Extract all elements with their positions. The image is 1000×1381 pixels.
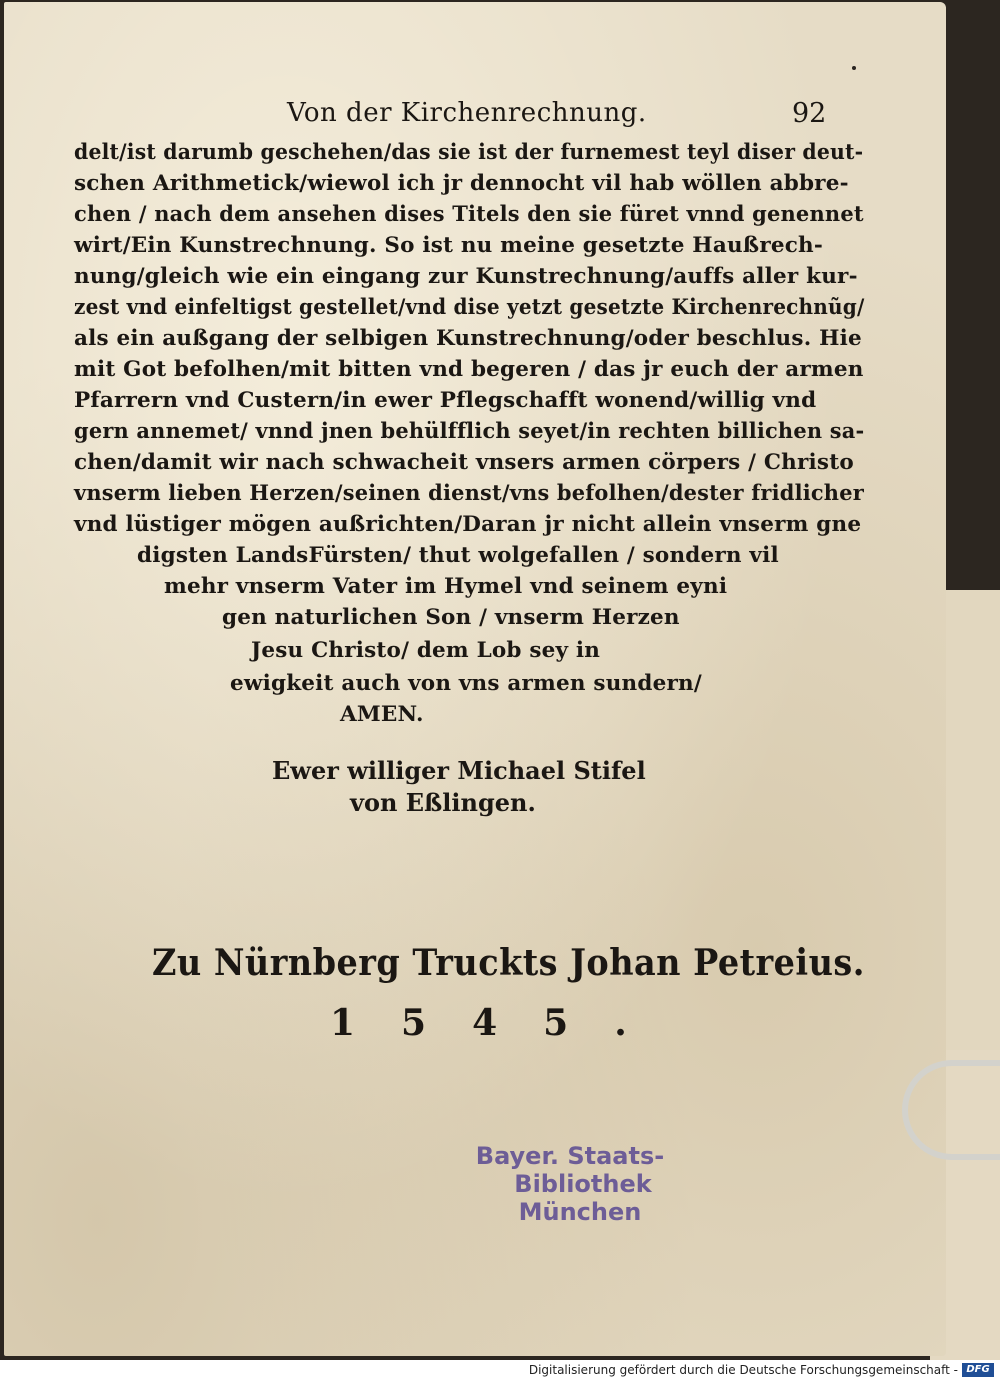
- library-stamp: [470, 1142, 670, 1252]
- page-number: 92: [792, 98, 827, 129]
- printer-imprint: Zu Nürnberg Truckts Johan Petreius.: [152, 942, 865, 984]
- body-line: gen naturlichen Son / vnserm Herzen: [222, 605, 680, 630]
- body-line: mehr vnserm Vater im Hymel vnd seinem eyni: [164, 574, 728, 599]
- body-line: als ein außgang der selbigen Kunstrechnung/oder beschlus. Hie: [74, 326, 862, 351]
- footer-credit: Digitalisierung gefördert durch die Deutsche Forschungsgemeinschaft -: [528, 1363, 958, 1377]
- body-line: gern annemet/ vnnd jnen behülfflich seyet/in rechten billichen sa-: [74, 419, 865, 444]
- stamp-line: Bibliothek: [514, 1170, 652, 1198]
- body-line: schen Arithmetick/wiewol ich jr dennocht vil hab wöllen abbre-: [74, 171, 849, 196]
- body-line: Pfarrern vnd Custern/in ewer Pflegschafft wonend/willig vnd: [74, 388, 817, 413]
- running-header: Von der Kirchenrechnung.: [287, 98, 647, 128]
- body-line: vnserm lieben Herzen/seinen dienst/vns befolhen/dester fridlicher: [74, 481, 864, 506]
- signature-place: von Eßlingen.: [350, 788, 536, 817]
- book-page: [4, 2, 946, 1356]
- body-line: mit Got befolhen/mit bitten vnd begeren / das jr euch der armen: [74, 357, 864, 382]
- print-year: 1545.: [330, 1002, 673, 1044]
- stamp-line: München: [518, 1198, 642, 1226]
- stamp-line: Bayer. Staats-: [475, 1142, 665, 1170]
- body-line: vnd lüstiger mögen außrichten/Daran jr nicht allein vnserm gne: [74, 512, 862, 537]
- body-line: digsten LandsFürsten/ thut wolgefallen / sondern vil: [137, 543, 779, 568]
- digitization-footer: [0, 1360, 1000, 1381]
- body-line: wirt/Ein Kunstrechnung. So ist nu meine gesetzte Haußrech-: [74, 233, 823, 258]
- body-line: nung/gleich wie ein eingang zur Kunstrechnung/auffs aller kur-: [74, 264, 858, 289]
- signature-name: Ewer williger Michael Stifel: [272, 756, 646, 785]
- ink-spot: [852, 66, 856, 70]
- body-line: chen / nach dem ansehen dises Titels den sie füret vnnd genennet: [74, 202, 864, 227]
- body-line: delt/ist darumb geschehen/das sie ist der furnemest teyl diser deut-: [74, 140, 864, 165]
- dfg-logo: DFG: [962, 1363, 994, 1377]
- body-line: zest vnd einfeltigst gestellet/vnd dise yetzt gesetzte Kirchenrechnũg/: [74, 295, 865, 320]
- body-line: chen/damit wir nach schwacheit vnsers armen cörpers / Christo: [74, 450, 854, 475]
- body-line: ewigkeit auch von vns armen sundern/: [230, 671, 702, 696]
- body-line: Jesu Christo/ dem Lob sey in: [251, 638, 601, 663]
- paperclip: [902, 1060, 1000, 1160]
- closing-amen: AMEN.: [340, 702, 424, 727]
